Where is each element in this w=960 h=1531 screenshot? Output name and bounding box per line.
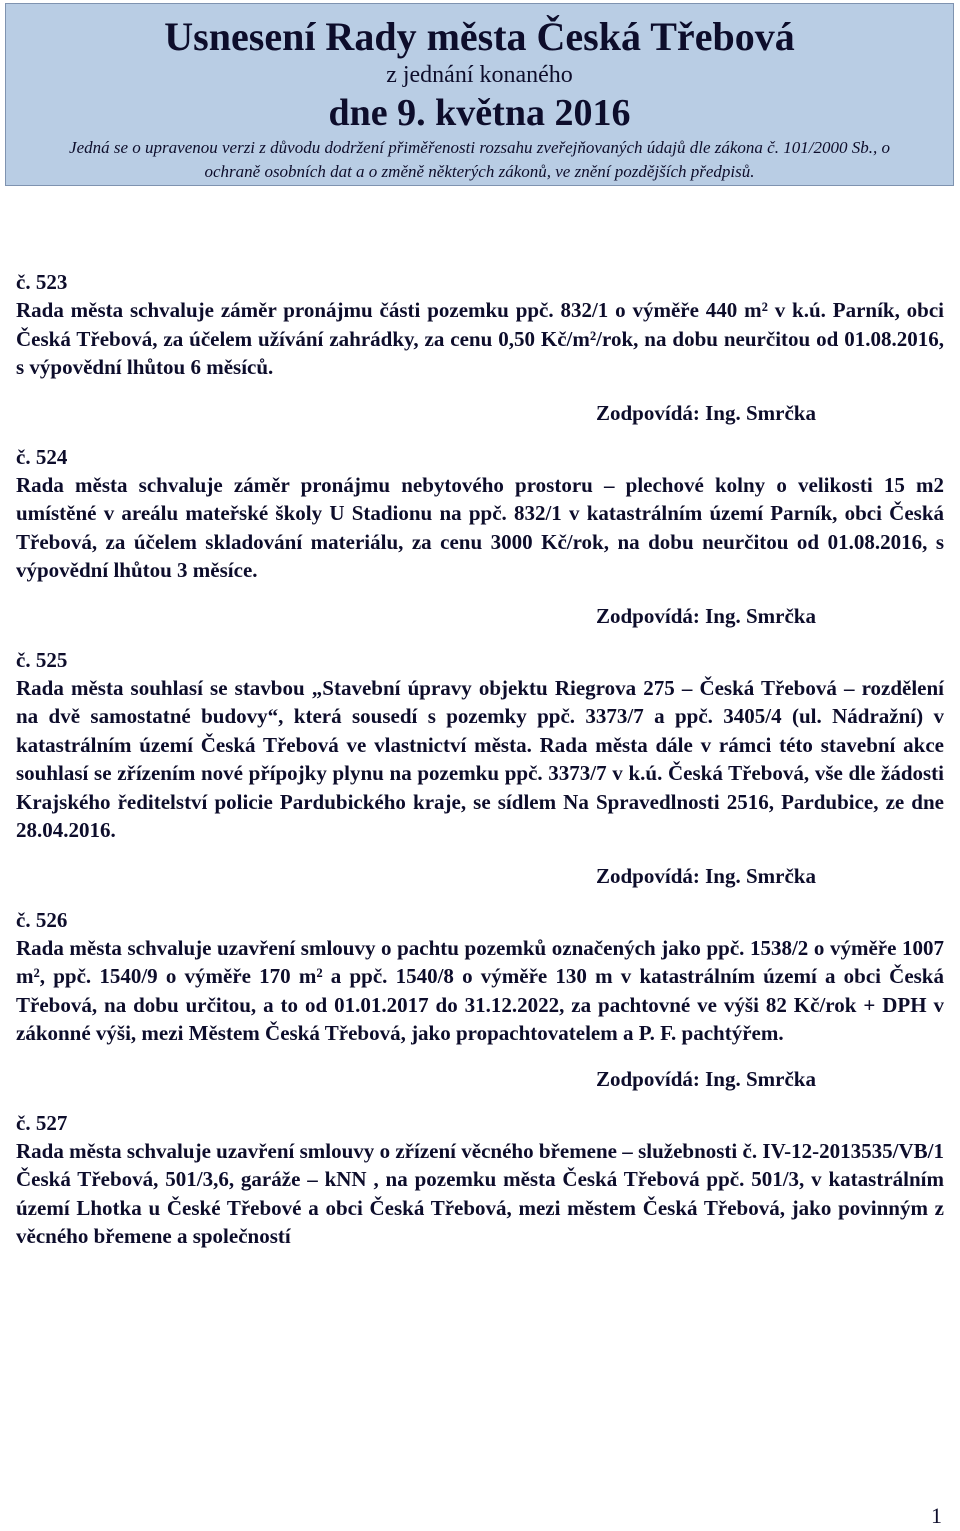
resolution-526 bbox=[16, 906, 944, 1093]
document-subtitle: z jednání konaného bbox=[386, 62, 573, 88]
resolution-text: Rada města souhlasí se stavbou „Stavební úpravy objektu Riegrova 275 – Česká Třebová – rozdělení na dvě samostatné budovy“, která sousedí s pozemky ppč. 3373/7 a ppč. 3405/4 (ul. Nádražní) v katastrálním území Česká Třebová ve vlastnictví města. Rada města dále v rámci této stavební akce souhlasí se zřízením nové přípojky plynu na pozemku ppč. 3373/7 v k.ú. Česká Třebová, vše dle žádosti Krajského ředitelství policie Pardubického kraje, se sídlem Na Spravedlnosti 2516, Pardubice, ze dne 28.04.2016. bbox=[16, 675, 944, 842]
meeting-date: dne 9. května 2016 bbox=[328, 92, 631, 134]
responsible-person: Zodpovídá: Ing. Smrčka bbox=[596, 863, 816, 888]
resolution-text: Rada města schvaluje záměr pronájmu nebytového prostoru – plechové kolny o velikosti 15 m2 umístěné v areálu mateřské školy U Stadionu na ppč. 832/1 v katastrálním území Parník, obci Česká Třebová, za účelem skladování materiálu, za cenu 3000 Kč/rok, na dobu neurčitou od 01.08.2016, s výpovědní lhůtou 3 měsíce. bbox=[16, 472, 944, 582]
resolution-523 bbox=[16, 268, 944, 427]
resolution-number: č. 527 bbox=[16, 1110, 68, 1135]
resolution-527 bbox=[16, 1109, 944, 1251]
responsible-person: Zodpovídá: Ing. Smrčka bbox=[596, 400, 816, 425]
resolution-524 bbox=[16, 443, 944, 630]
resolution-number: č. 525 bbox=[16, 647, 68, 672]
resolutions-list bbox=[16, 268, 944, 1267]
responsible-person: Zodpovídá: Ing. Smrčka bbox=[596, 603, 816, 628]
page-number: 1 bbox=[931, 1503, 942, 1528]
responsible-person: Zodpovídá: Ing. Smrčka bbox=[596, 1066, 816, 1091]
resolution-text: Rada města schvaluje uzavření smlouvy o zřízení věcného břemene – služebnosti č. IV-12-2013535/VB/1 Česká Třebová, 501/3,6, garáže – kNN , na pozemku města Česká Třebová ppč. 501/3, v katastrálním území Lhotka u České Třebové a obci Česká Třebová, mezi městem Česká Třebová, jako povinným z věcného břemene a společností bbox=[16, 1138, 944, 1248]
resolution-text: Rada města schvaluje záměr pronájmu části pozemku ppč. 832/1 o výměře 440 m² v k.ú. Parník, obci Česká Třebová, za účelem užívání zahrádky, za cenu 0,50 Kč/m²/rok, na dobu neurčitou od 01.08.2016, s výpovědní lhůtou 6 měsíců. bbox=[16, 298, 944, 379]
resolution-number: č. 523 bbox=[16, 270, 68, 294]
document-header bbox=[5, 3, 954, 186]
resolution-525 bbox=[16, 646, 944, 890]
anonymization-note: Jedná se o upravenou verzi z důvodu dodržení přiměřenosti rozsahu zveřejňovaných údajů dle zákona č. 101/2000 Sb., o ochraně osobních dat a o změně některých zákonů, ve znění pozdějších předpisů. bbox=[69, 138, 890, 181]
resolution-number: č. 526 bbox=[16, 907, 68, 932]
resolution-number: č. 524 bbox=[16, 444, 68, 469]
resolution-text: Rada města schvaluje uzavření smlouvy o pachtu pozemků označených jako ppč. 1538/2 o výměře 1007 m², ppč. 1540/9 o výměře 170 m² a ppč. 1540/8 o výměře 130 m v katastrálním území a obci Česká Třebová, na dobu určitou, a to od 01.01.2017 do 31.12.2022, za pachtovné ve výši 82 Kč/rok + DPH v zákonné výši, mezi Městem Česká Třebová, jako propachtovatelem a P. F. pachtýřem. bbox=[16, 935, 944, 1045]
document-title: Usnesení Rady města Česká Třebová bbox=[164, 14, 795, 59]
